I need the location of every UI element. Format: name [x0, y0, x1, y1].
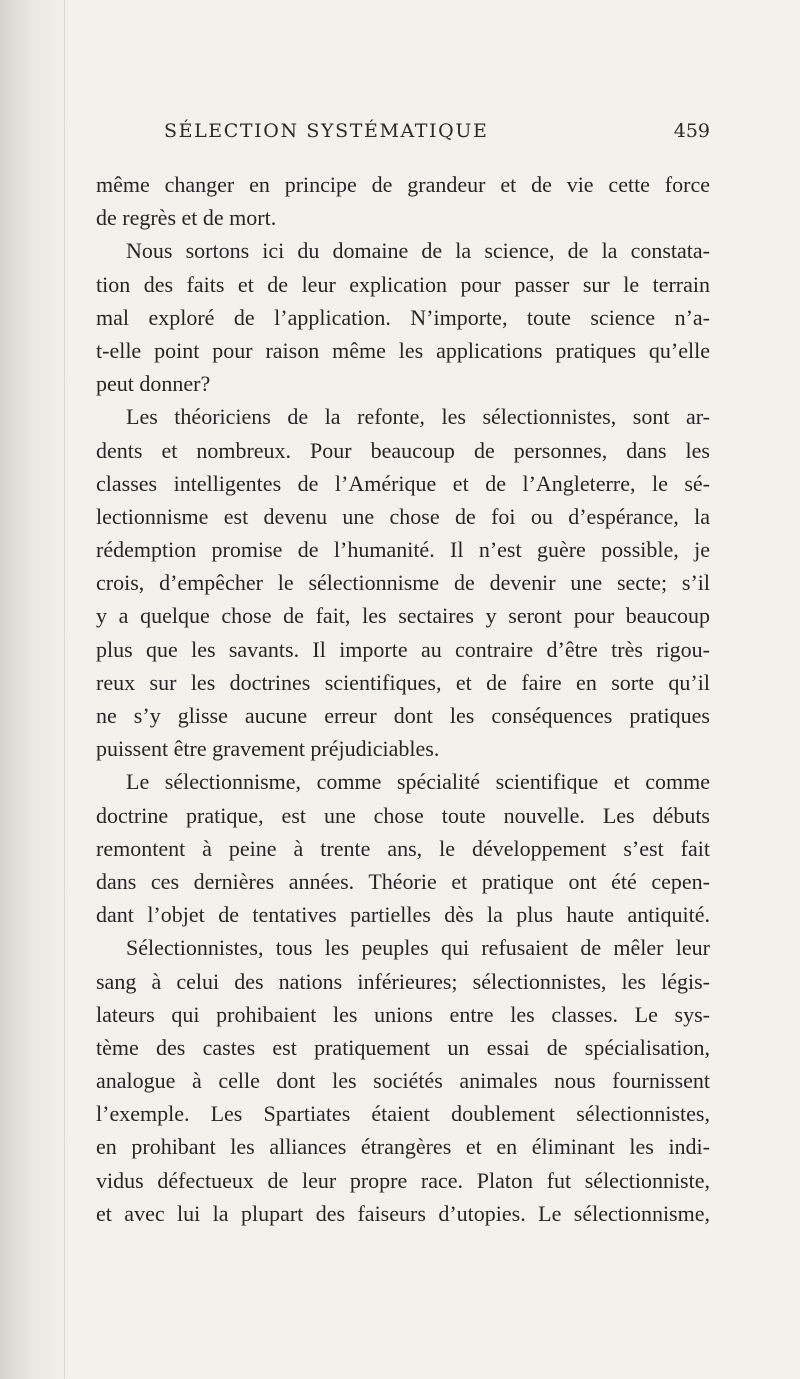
text-line: analogue à celle dont les sociétés animales nous fournissent [96, 1068, 710, 1094]
text-line: en prohibant les alliances étrangères et en éliminant les indi- [96, 1134, 710, 1160]
running-head: SÉLECTION SYSTÉMATIQUE [164, 120, 489, 142]
text-line: dents et nombreux. Pour beaucoup de personnes, dans les [96, 437, 710, 463]
text-line: rédemption promise de l’humanité. Il n’est guère possible, je [96, 537, 710, 563]
text-line: Les théoriciens de la refonte, les sélectionnistes, sont ar- [126, 404, 710, 430]
text-line: dans ces dernières années. Théorie et pratique ont été cepen- [96, 868, 710, 894]
text-line: y a quelque chose de fait, les sectaires y seront pour beaucoup [96, 603, 710, 629]
text-line: t-elle point pour raison même les applications pratiques qu’elle [96, 337, 710, 363]
text-line: l’exemple. Les Spartiates étaient doublement sélectionnistes, [96, 1101, 710, 1127]
text-line: sang à celui des nations inférieures; sélectionnistes, les légis- [96, 968, 710, 994]
page-number: 459 [673, 120, 710, 142]
text-line: reux sur les doctrines scientifiques, et de faire en sorte qu’il [96, 669, 710, 695]
text-line: tème des castes est pratiquement un essai de spécialisation, [96, 1034, 710, 1060]
text-line: et avec lui la plupart des faiseurs d’utopies. Le sélectionnisme, [96, 1200, 710, 1226]
text-line: peut donner? [96, 371, 211, 397]
text-line: Sélectionnistes, tous les peuples qui refusaient de mêler leur [126, 935, 710, 961]
text-line: lateurs qui prohibaient les unions entre les classes. Le sys- [96, 1001, 710, 1027]
text-line: tion des faits et de leur explication pour passer sur le terrain [96, 271, 710, 297]
body-text [96, 168, 710, 1230]
text-line: Nous sortons ici du domaine de la science, de la constata- [126, 238, 710, 264]
text-line: lectionnisme est devenu une chose de foi ou d’espérance, la [96, 503, 710, 529]
text-line: puissent être gravement préjudiciables. [96, 736, 440, 762]
text-line: classes intelligentes de l’Amérique et de l’Angleterre, le sé- [96, 470, 710, 496]
text-line: crois, d’empêcher le sélectionnisme de devenir une secte; s’il [96, 570, 710, 596]
text-line: ne s’y glisse aucune erreur dont les conséquences pratiques [96, 703, 710, 728]
text-line: plus que les savants. Il importe au contraire d’être très rigou- [96, 636, 710, 662]
text-line: remontent à peine à trente ans, le développement s’est fait [96, 835, 710, 861]
text-line: même changer en principe de grandeur et de vie cette force [96, 172, 710, 197]
text-line: de regrès et de mort. [96, 205, 277, 231]
text-line: Le sélectionnisme, comme spécialité scientifique et comme [126, 769, 710, 795]
text-line: vidus défectueux de leur propre race. Platon fut sélectionniste, [96, 1167, 710, 1193]
text-line: dant l’objet de tentatives partielles dès la plus haute antiquité. [96, 902, 710, 928]
page-header [164, 120, 710, 154]
text-line: mal exploré de l’application. N’importe, toute science n’a- [96, 304, 710, 330]
text-line: doctrine pratique, est une chose toute nouvelle. Les débuts [96, 802, 710, 828]
